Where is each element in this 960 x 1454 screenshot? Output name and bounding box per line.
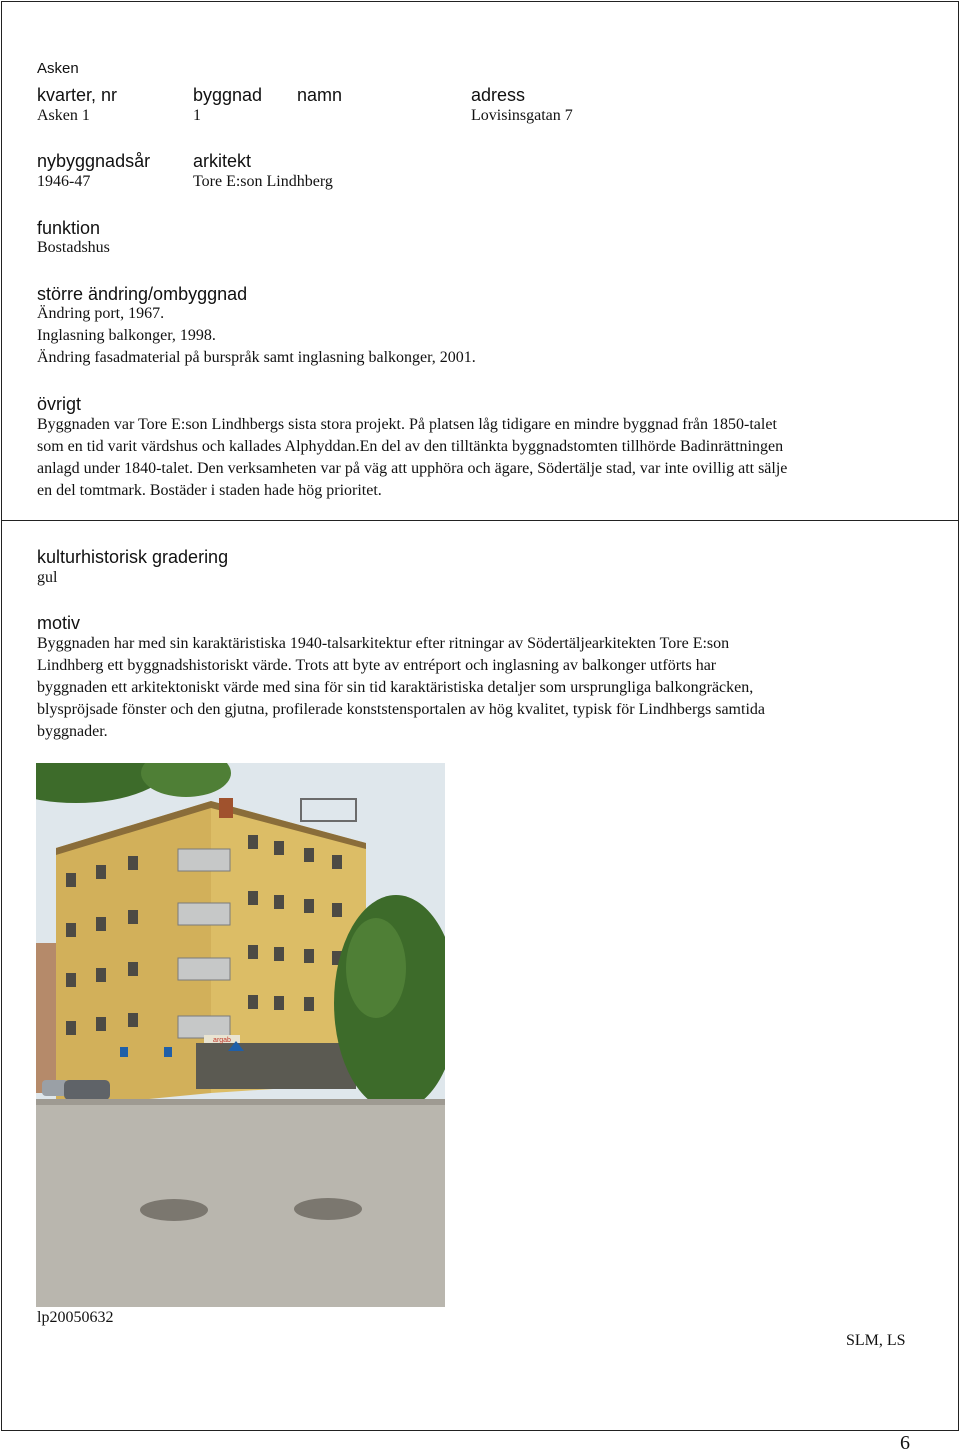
value-arkitekt: Tore E:son Lindhberg [193, 173, 333, 190]
label-adress: adress [471, 85, 526, 105]
change-item: Inglasning balkonger, 1998. [37, 327, 216, 344]
ovrigt-line: anlagd under 1840-talet. Den verksamheten var på väg att upphöra och ägare, Södertälje stad, var inte ovillig att sälje [37, 460, 788, 477]
value-funktion: Bostadshus [37, 239, 110, 256]
page-number: 6 [900, 1432, 910, 1454]
label-andring: större ändring/ombyggnad [37, 284, 248, 304]
label-ovrigt: övrigt [37, 394, 82, 414]
motiv-line: Lindhberg ett byggnadshistoriskt värde. Trots att byte av entréport och inglasning av balkonger utförts har [37, 657, 717, 674]
change-item: Ändring fasadmaterial på burspråk samt inglasning balkonger, 2001. [37, 349, 476, 366]
value-gradering: gul [37, 569, 58, 586]
motiv-line: blyspröjsade fönster och den gjutna, profilerade konststensportalen av hög kvalitet, typisk för Lindhbergs samtida [37, 701, 765, 718]
ovrigt-line: som en tid varit värdshus och kallades Alphyddan.En del av den tilltänkta byggnadstomten tillhörde Badinrättningen [37, 438, 784, 455]
value-adress: Lovisinsgatan 7 [471, 107, 573, 124]
shop-sign: argab [213, 1037, 231, 1044]
label-nybyggnadsar: nybyggnadsår [37, 151, 151, 171]
motiv-line: byggnaden ett arkitektoniskt värde med sina för sin tid karaktäristiska detaljer som ursprungliga balkongräcken, [37, 679, 754, 696]
value-byggnad: 1 [193, 107, 201, 124]
label-gradering: kulturhistorisk gradering [37, 547, 229, 567]
photo-id: lp20050632 [37, 1309, 114, 1326]
label-namn: namn [297, 85, 343, 105]
section-divider [1, 520, 959, 521]
building-photo [36, 763, 445, 1307]
change-item: Ändring port, 1967. [37, 305, 165, 322]
area-name: Asken [37, 60, 79, 77]
value-kvarter: Asken 1 [37, 107, 90, 124]
value-nybyggnadsar: 1946-47 [37, 173, 91, 190]
label-funktion: funktion [37, 218, 101, 238]
ovrigt-line: Byggnaden var Tore E:son Lindhbergs sista stora projekt. På platsen låg tidigare en mindre byggnad från 1850-talet [37, 416, 777, 433]
authors: SLM, LS [846, 1332, 906, 1349]
motiv-line: byggnader. [37, 723, 108, 740]
label-motiv: motiv [37, 613, 81, 633]
motiv-line: Byggnaden har med sin karaktäristiska 1940-talsarkitektur efter ritningar av Södertäljearkitekten Tore E:son [37, 635, 730, 652]
label-kvarter: kvarter, nr [37, 85, 118, 105]
label-byggnad: byggnad [193, 85, 263, 105]
ovrigt-line: en del tomtmark. Bostäder i staden hade hög prioritet. [37, 482, 382, 499]
label-arkitekt: arkitekt [193, 151, 252, 171]
